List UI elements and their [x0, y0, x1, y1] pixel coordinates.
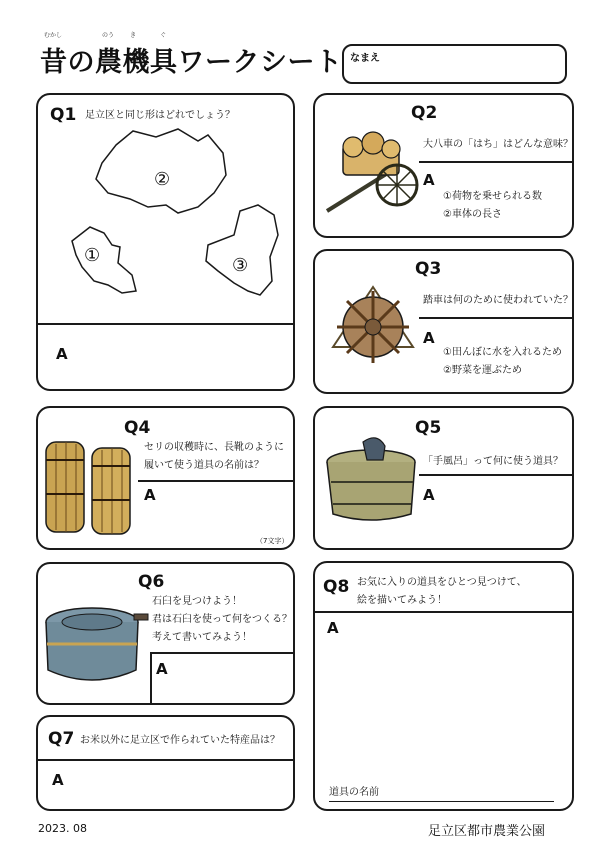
- choice-3: ③: [232, 255, 249, 276]
- q2-card: [313, 93, 574, 238]
- q5-answer-label: A: [423, 486, 435, 504]
- name-label: なまえ: [350, 53, 380, 64]
- q3-card: [313, 249, 574, 394]
- q8-card: [313, 561, 574, 811]
- q6-divider: [150, 652, 293, 654]
- q8-label: Q8: [323, 577, 350, 597]
- q7-divider: [38, 759, 293, 761]
- q6-question-line1: 石臼を見つけよう！: [152, 596, 242, 607]
- q3-answer-label: A: [423, 329, 435, 347]
- q6-question-line2: 君は石臼を使って何をつくる？: [152, 614, 292, 625]
- q4-question-line2: 履いて使う道具の名前は？: [144, 460, 264, 471]
- shape-1: [72, 227, 136, 293]
- q8-answer-label: A: [327, 619, 339, 637]
- ruby-gu: ぐ: [160, 32, 167, 39]
- q8-divider: [315, 611, 572, 613]
- q3-divider: [419, 317, 572, 319]
- q4-card: [36, 406, 295, 550]
- q3-question: 踏車は何のために使われていた？: [423, 295, 573, 306]
- q6-answer-border: [150, 652, 152, 705]
- q2-divider: [419, 161, 572, 163]
- tefuro-illustration: [323, 432, 423, 532]
- q1-divider: [38, 323, 293, 325]
- choice-2: ②: [154, 169, 171, 190]
- q3-label: Q3: [415, 259, 442, 279]
- ruby-ki: き: [130, 32, 137, 39]
- q2-label: Q2: [411, 103, 438, 123]
- name-field[interactable]: [342, 44, 567, 84]
- ruby-mukashi: むかし: [44, 32, 63, 39]
- q8-question-line1: お気に入りの道具をひとつ見つけて、: [357, 577, 527, 588]
- q8-tool-name-label: 道具の名前: [329, 787, 379, 798]
- q6-label: Q6: [138, 572, 165, 592]
- q3-option-2: ②野菜を運ぶため: [443, 365, 522, 376]
- q5-divider: [419, 474, 572, 476]
- q5-label: Q5: [415, 418, 442, 438]
- q8-question-line2: 絵を描いてみよう！: [357, 595, 447, 606]
- q4-answer-label: A: [144, 486, 156, 504]
- q3-option-1: ①田んぼに水を入れるため: [443, 347, 562, 358]
- q7-card: [36, 715, 295, 811]
- q7-label: Q7: [48, 729, 75, 749]
- q1-label: Q1: [50, 105, 77, 125]
- q2-option-2: ②車体の長さ: [443, 209, 502, 220]
- q6-card: [36, 562, 295, 705]
- shape-3: [206, 205, 278, 295]
- q8-tool-name-line: [329, 801, 554, 802]
- q6-answer-label: A: [156, 660, 168, 678]
- q1-answer-label: A: [56, 345, 68, 363]
- page-title: 昔の農機具ワークシート: [40, 47, 343, 78]
- q2-question: 大八車の「はち」はどんな意味？: [423, 139, 573, 150]
- fumiguruma-illustration: [323, 267, 423, 377]
- footer-org: 足立区都市農業公園: [428, 824, 546, 839]
- q4-question-line1: セリの収穫時に、長靴のように: [144, 442, 284, 453]
- footer-date: 2023. 08: [38, 822, 87, 835]
- q1-card: [36, 93, 295, 391]
- q4-note: （7文字）: [256, 537, 289, 545]
- kanjiki-boots-illustration: [42, 434, 142, 544]
- q1-question: 足立区と同じ形はどれでしょう？: [85, 110, 235, 121]
- q7-answer-label: A: [52, 771, 64, 789]
- daihachiguruma-illustration: [321, 127, 421, 217]
- ishiusu-illustration: [42, 592, 152, 692]
- q2-option-1: ①荷物を乗せられる数: [443, 191, 542, 202]
- q7-question: お米以外に足立区で作られていた特産品は？: [80, 735, 280, 746]
- q6-question-line3: 考えて書いてみよう！: [152, 632, 252, 643]
- q2-answer-label: A: [423, 171, 435, 189]
- choice-1: ①: [84, 245, 101, 266]
- q1-map-shapes: [38, 95, 297, 325]
- q5-card: [313, 406, 574, 550]
- q4-divider: [138, 480, 293, 482]
- q5-question: 「手風呂」って何に使う道具？: [423, 456, 563, 467]
- ruby-nou: のう: [102, 32, 115, 39]
- q4-label: Q4: [124, 418, 151, 438]
